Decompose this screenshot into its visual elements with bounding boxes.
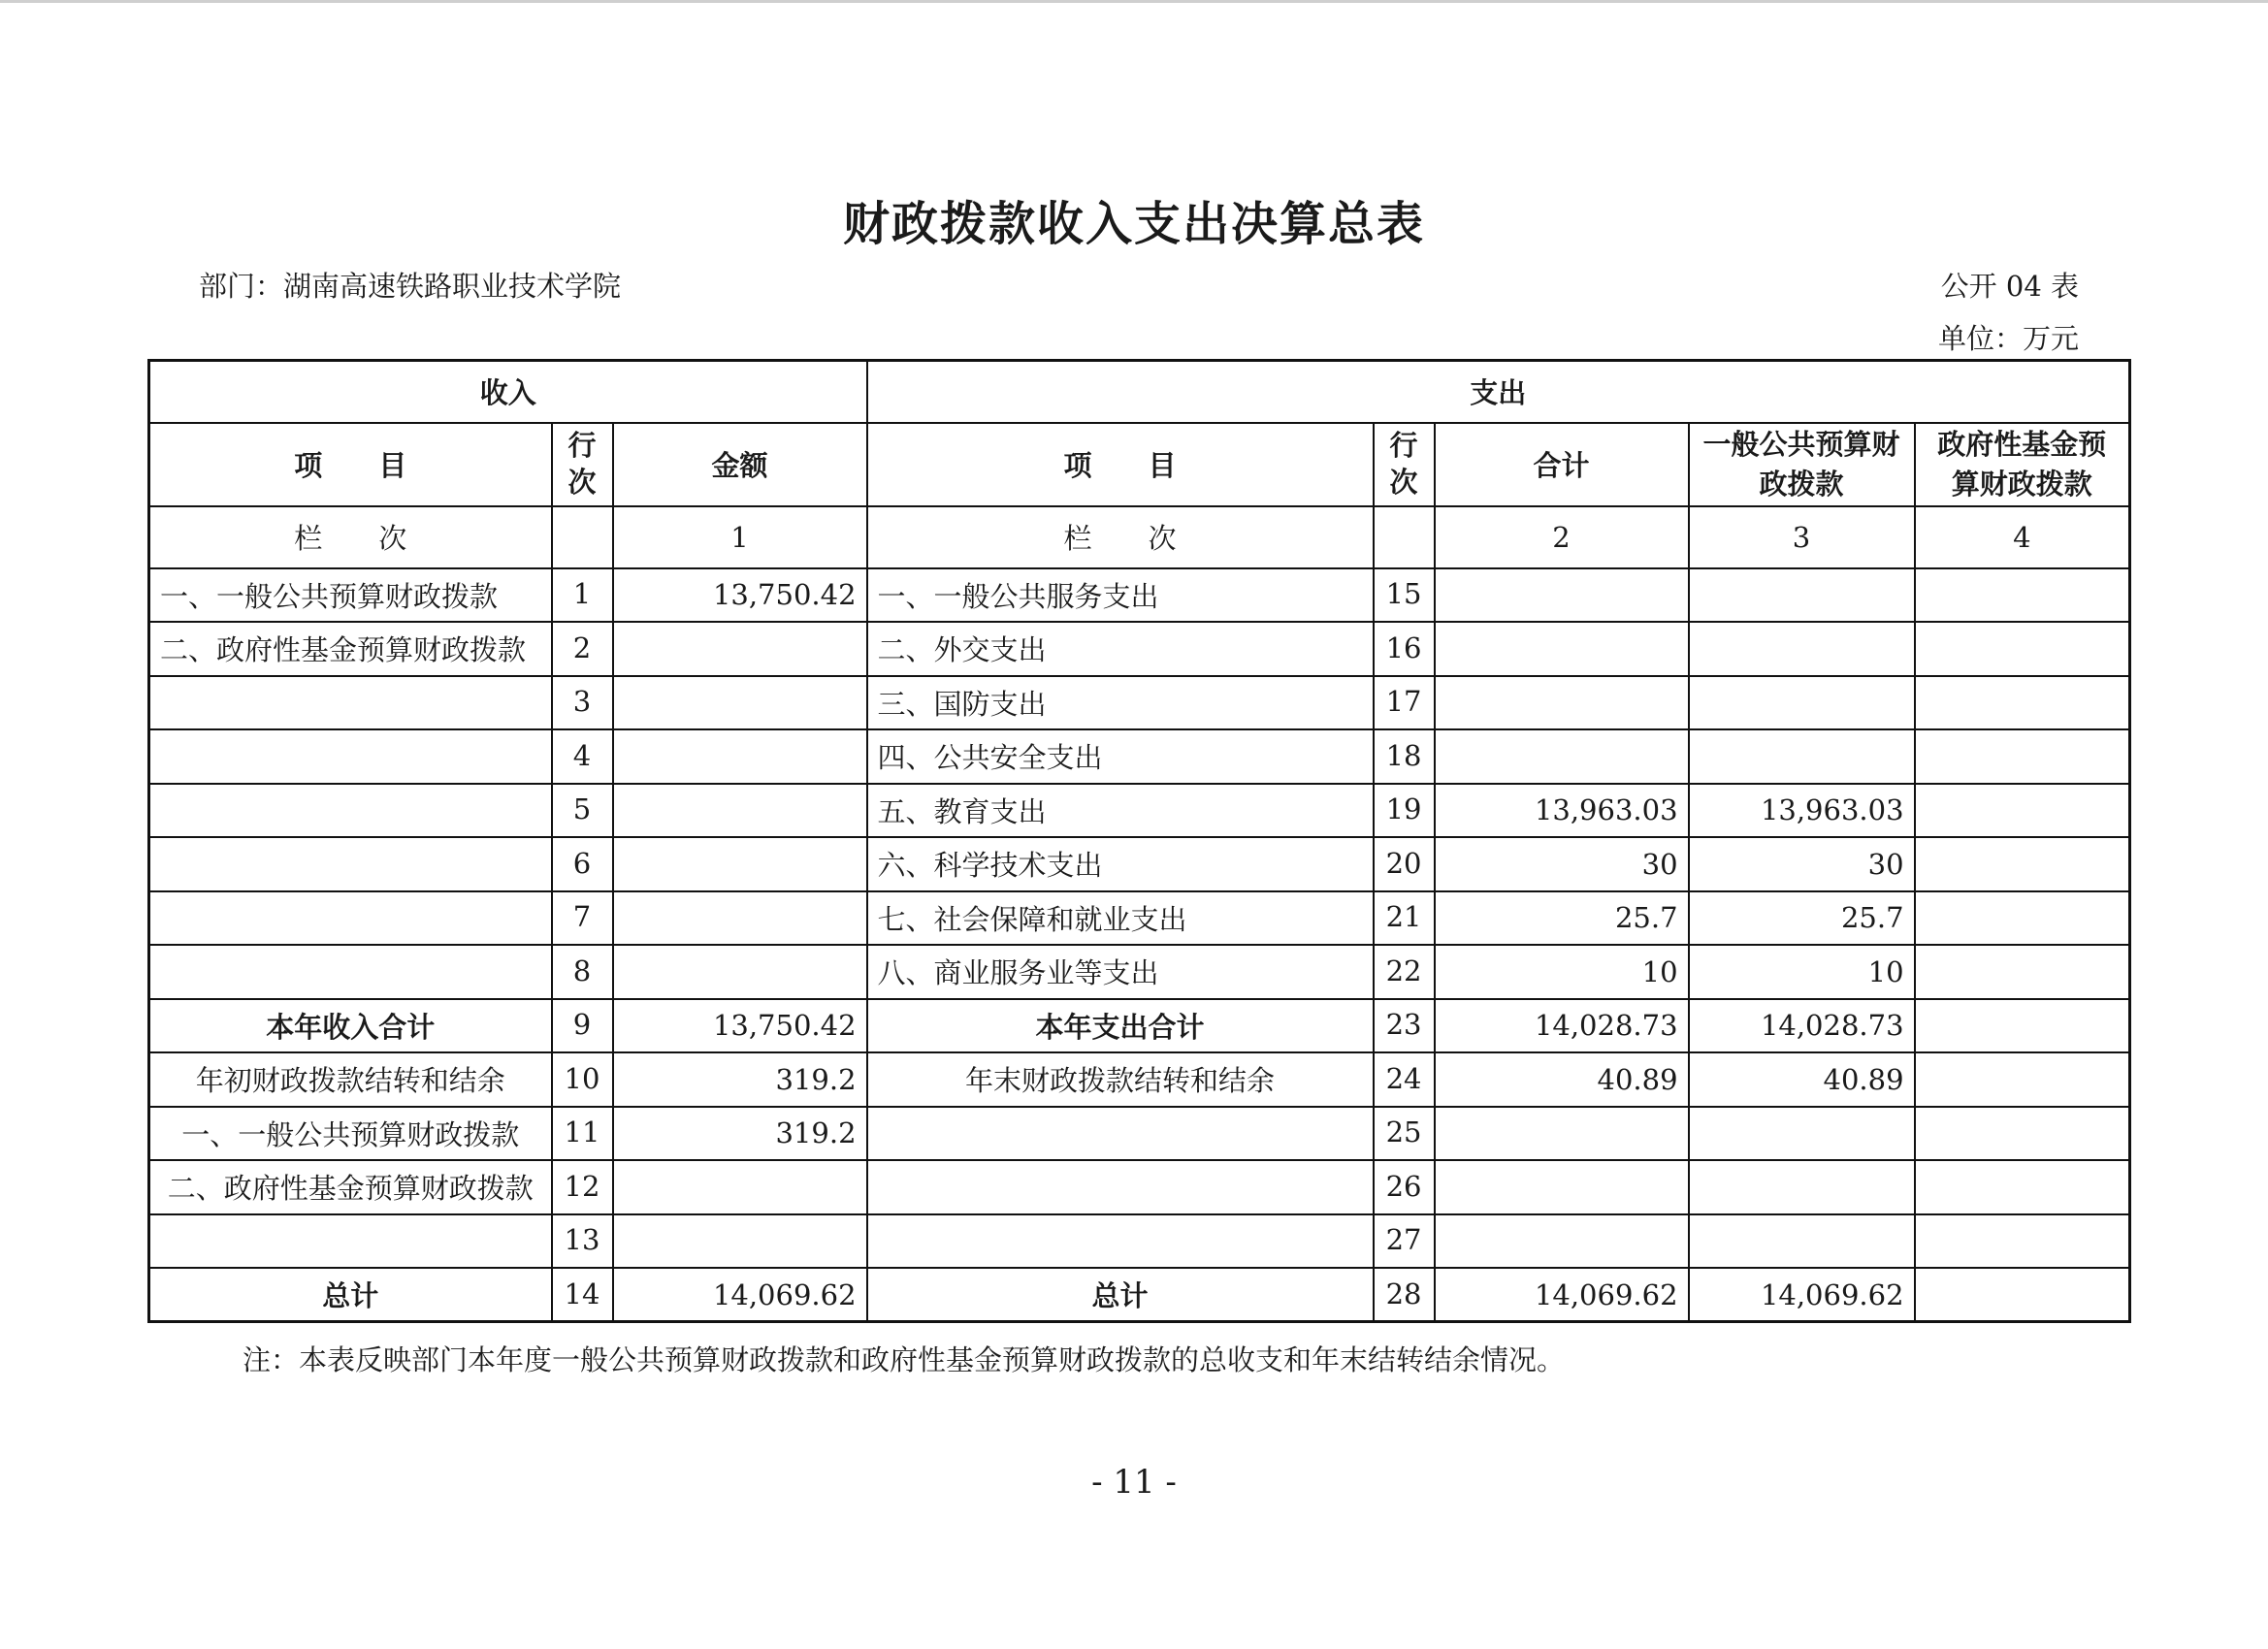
expense-rowno-cell: 26 — [1374, 1160, 1435, 1214]
gov-fund-cell — [1915, 729, 2130, 784]
expense-total-cell — [1435, 622, 1689, 676]
gov-fund-cell — [1915, 945, 2130, 999]
income-item-cell: 总计 — [149, 1268, 552, 1322]
income-rowno-cell: 4 — [552, 729, 613, 784]
expense-item-cell: 四、公共安全支出 — [867, 729, 1374, 784]
income-item-header: 项 目 — [149, 423, 552, 506]
general-budget-cell — [1689, 568, 1915, 623]
income-amount-cell — [613, 676, 867, 730]
table-row — [149, 622, 2130, 676]
expense-total-cell — [1435, 1214, 1689, 1269]
expense-rowno-cell: 19 — [1374, 784, 1435, 838]
expense-col-label: 栏 次 — [867, 506, 1374, 568]
expense-item-cell — [867, 1214, 1374, 1269]
expense-total-cell — [1435, 676, 1689, 730]
income-rowno-cell: 3 — [552, 676, 613, 730]
income-amount-cell: 319.2 — [613, 1052, 867, 1107]
income-amount-cell — [613, 729, 867, 784]
income-item-cell — [149, 729, 552, 784]
income-amount-cell: 319.2 — [613, 1107, 867, 1161]
expense-rowno-cell: 25 — [1374, 1107, 1435, 1161]
table-row — [149, 999, 2130, 1053]
expense-total-cell — [1435, 729, 1689, 784]
expense-total-header: 合计 — [1435, 423, 1689, 506]
expense-item-cell: 三、国防支出 — [867, 676, 1374, 730]
income-rowno-cell: 12 — [552, 1160, 613, 1214]
expense-item-cell: 五、教育支出 — [867, 784, 1374, 838]
expense-item-cell: 七、社会保障和就业支出 — [867, 891, 1374, 946]
general-budget-cell: 13,963.03 — [1689, 784, 1915, 838]
gov-fund-cell — [1915, 999, 2130, 1053]
income-item-cell: 二、政府性基金预算财政拨款 — [149, 1160, 552, 1214]
expense-item-cell: 八、商业服务业等支出 — [867, 945, 1374, 999]
income-item-cell — [149, 1214, 552, 1269]
table-row — [149, 891, 2130, 946]
general-budget-cell — [1689, 676, 1915, 730]
gov-fund-cell — [1915, 1160, 2130, 1214]
general-budget-cell: 10 — [1689, 945, 1915, 999]
expense-rowno-cell: 22 — [1374, 945, 1435, 999]
income-rowno-cell: 14 — [552, 1268, 613, 1322]
expense-total-cell: 13,963.03 — [1435, 784, 1689, 838]
expense-rowno-cell: 23 — [1374, 999, 1435, 1053]
gov-fund-cell — [1915, 676, 2130, 730]
expense-item-cell: 一、一般公共服务支出 — [867, 568, 1374, 623]
table-body — [149, 361, 2130, 1322]
general-budget-cell: 40.89 — [1689, 1052, 1915, 1107]
col-number-3: 3 — [1689, 506, 1915, 568]
expense-total-cell: 40.89 — [1435, 1052, 1689, 1107]
income-amount-cell — [613, 891, 867, 946]
table-row — [149, 568, 2130, 623]
expense-item-cell — [867, 1107, 1374, 1161]
expense-item-cell: 年末财政拨款结转和结余 — [867, 1052, 1374, 1107]
income-rowno-cell: 1 — [552, 568, 613, 623]
column-number-row — [149, 506, 2130, 568]
col-number-4: 4 — [1915, 506, 2130, 568]
income-amount-cell — [613, 784, 867, 838]
general-budget-cell — [1689, 622, 1915, 676]
income-item-cell: 一、一般公共预算财政拨款 — [149, 1107, 552, 1161]
expense-total-cell — [1435, 1107, 1689, 1161]
form-number: 公开 04 表 — [1940, 270, 2079, 303]
table-row — [149, 729, 2130, 784]
table-row — [149, 945, 2130, 999]
column-header-row — [149, 423, 2130, 506]
income-item-cell: 二、政府性基金预算财政拨款 — [149, 622, 552, 676]
income-amount-cell: 13,750.42 — [613, 999, 867, 1053]
income-rowno-cell: 10 — [552, 1052, 613, 1107]
general-budget-cell: 14,069.62 — [1689, 1268, 1915, 1322]
expense-rowno-cell: 28 — [1374, 1268, 1435, 1322]
expense-total-cell: 14,028.73 — [1435, 999, 1689, 1053]
department-label: 部门：湖南高速铁路职业技术学院 — [199, 270, 622, 303]
expense-rowno-cell: 17 — [1374, 676, 1435, 730]
expense-header: 支出 — [867, 361, 2130, 423]
income-amount-cell — [613, 837, 867, 891]
table-row — [149, 1107, 2130, 1161]
table-row — [149, 676, 2130, 730]
expense-item-cell: 二、外交支出 — [867, 622, 1374, 676]
general-budget-cell: 30 — [1689, 837, 1915, 891]
expense-total-cell: 14,069.62 — [1435, 1268, 1689, 1322]
income-amount-cell — [613, 1214, 867, 1269]
gov-fund-cell — [1915, 1052, 2130, 1107]
table-row — [149, 1052, 2130, 1107]
general-budget-cell: 25.7 — [1689, 891, 1915, 946]
expense-item-cell: 六、科学技术支出 — [867, 837, 1374, 891]
general-budget-cell — [1689, 1107, 1915, 1161]
expense-rowno-cell: 27 — [1374, 1214, 1435, 1269]
general-budget-cell — [1689, 729, 1915, 784]
income-rowno-cell: 13 — [552, 1214, 613, 1269]
gov-fund-cell — [1915, 1214, 2130, 1269]
expense-item-cell: 总计 — [867, 1268, 1374, 1322]
income-amount-cell: 14,069.62 — [613, 1268, 867, 1322]
income-rowno-header: 行次 — [552, 423, 613, 506]
income-rowno-cell: 6 — [552, 837, 613, 891]
expense-col-rowno-blank — [1374, 506, 1435, 568]
income-rowno-cell: 7 — [552, 891, 613, 946]
income-header: 收入 — [149, 361, 867, 423]
general-budget-cell — [1689, 1214, 1915, 1269]
expense-rowno-cell: 24 — [1374, 1052, 1435, 1107]
table-row — [149, 837, 2130, 891]
income-item-cell — [149, 945, 552, 999]
gov-fund-cell — [1915, 622, 2130, 676]
expense-total-cell — [1435, 568, 1689, 623]
income-rowno-cell: 11 — [552, 1107, 613, 1161]
income-item-cell: 一、一般公共预算财政拨款 — [149, 568, 552, 623]
table-row — [149, 1214, 2130, 1269]
income-rowno-cell: 5 — [552, 784, 613, 838]
income-item-cell — [149, 784, 552, 838]
income-amount-header: 金额 — [613, 423, 867, 506]
income-item-cell — [149, 891, 552, 946]
expense-item-header: 项 目 — [867, 423, 1374, 506]
income-col-rowno-blank — [552, 506, 613, 568]
expense-item-cell: 本年支出合计 — [867, 999, 1374, 1053]
income-item-cell: 本年收入合计 — [149, 999, 552, 1053]
col-number-1: 1 — [613, 506, 867, 568]
general-budget-cell — [1689, 1160, 1915, 1214]
income-rowno-cell: 9 — [552, 999, 613, 1053]
table-note: 注：本表反映部门本年度一般公共预算财政拨款和政府性基金预算财政拨款的总收支和年末结转结余情况。 — [243, 1343, 1566, 1376]
general-budget-cell: 14,028.73 — [1689, 999, 1915, 1053]
scan-top-edge — [0, 0, 2268, 3]
income-col-label: 栏 次 — [149, 506, 552, 568]
expense-total-cell: 10 — [1435, 945, 1689, 999]
unit-label: 单位：万元 — [1937, 322, 2079, 355]
expense-rowno-cell: 18 — [1374, 729, 1435, 784]
table-row — [149, 1160, 2130, 1214]
table-row — [149, 784, 2130, 838]
expense-rowno-cell: 15 — [1374, 568, 1435, 623]
section-header-row — [149, 361, 2130, 423]
expense-total-cell: 30 — [1435, 837, 1689, 891]
gov-fund-cell — [1915, 1107, 2130, 1161]
gov-fund-cell — [1915, 568, 2130, 623]
expense-total-cell: 25.7 — [1435, 891, 1689, 946]
expense-rowno-header: 行次 — [1374, 423, 1435, 506]
gov-fund-cell — [1915, 1268, 2130, 1322]
gov-fund-cell — [1915, 784, 2130, 838]
income-item-cell: 年初财政拨款结转和结余 — [149, 1052, 552, 1107]
gov-fund-cell — [1915, 837, 2130, 891]
expense-rowno-cell: 21 — [1374, 891, 1435, 946]
income-item-cell — [149, 837, 552, 891]
expense-total-cell — [1435, 1160, 1689, 1214]
income-rowno-cell: 2 — [552, 622, 613, 676]
income-amount-cell: 13,750.42 — [613, 568, 867, 623]
gov-fund-header: 政府性基金预算财政拨款 — [1915, 423, 2130, 506]
income-item-cell — [149, 676, 552, 730]
general-budget-header: 一般公共预算财政拨款 — [1689, 423, 1915, 506]
expense-item-cell — [867, 1160, 1374, 1214]
page-number: - 11 - — [1091, 1463, 1177, 1502]
page-title: 财政拨款收入支出决算总表 — [842, 197, 1425, 251]
expense-rowno-cell: 20 — [1374, 837, 1435, 891]
income-rowno-cell: 8 — [552, 945, 613, 999]
col-number-2: 2 — [1435, 506, 1689, 568]
income-amount-cell — [613, 622, 867, 676]
budget-table — [147, 359, 2131, 1323]
expense-rowno-cell: 16 — [1374, 622, 1435, 676]
table-row — [149, 1268, 2130, 1322]
gov-fund-cell — [1915, 891, 2130, 946]
income-amount-cell — [613, 1160, 867, 1214]
income-amount-cell — [613, 945, 867, 999]
